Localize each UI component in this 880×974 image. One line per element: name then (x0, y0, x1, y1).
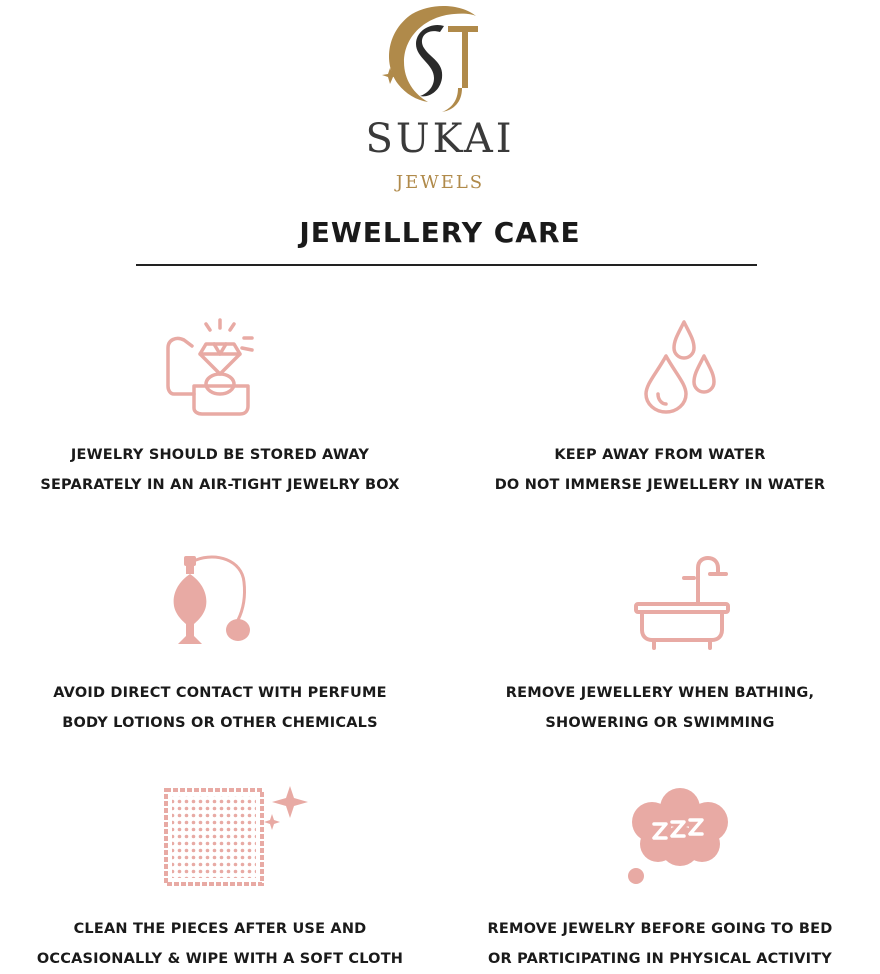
tip-line: SEPARATELY IN AN AIR-TIGHT JEWELRY BOX (40, 477, 400, 493)
tip-line: CLEAN THE PIECES AFTER USE AND (73, 921, 367, 937)
water-drops-icon (640, 318, 720, 414)
tip-line: OR PARTICIPATING IN PHYSICAL ACTIVITY (487, 951, 833, 967)
brand-logo-mark (378, 2, 500, 118)
brand-name: SUKAI (365, 116, 515, 162)
tip-line: SHOWERING OR SWIMMING (545, 715, 775, 731)
page-title: JEWELLERY CARE (299, 216, 581, 249)
tip-water-caption (440, 440, 880, 500)
tip-bedtime-caption (440, 914, 880, 974)
tip-line: JEWELRY SHOULD BE STORED AWAY (70, 447, 370, 463)
ring-box-icon (164, 316, 260, 416)
soft-cloth-sparkle-icon (162, 784, 312, 888)
tip-bathing-caption (440, 678, 880, 738)
tip-line: KEEP AWAY FROM WATER (554, 447, 766, 463)
tip-storage-caption (0, 440, 440, 500)
tip-line: DO NOT IMMERSE JEWELLERY IN WATER (494, 477, 826, 493)
bathtub-shower-icon (632, 554, 732, 652)
tip-line: AVOID DIRECT CONTACT WITH PERFUME (53, 685, 387, 701)
title-divider (136, 264, 757, 266)
tip-perfume-caption (0, 678, 440, 738)
tip-cleaning-caption (0, 914, 440, 974)
perfume-bottle-icon (166, 550, 260, 650)
tip-line: REMOVE JEWELLERY WHEN BATHING, (505, 685, 815, 701)
tip-line: BODY LOTIONS OR OTHER CHEMICALS (62, 715, 378, 731)
tip-line: REMOVE JEWELRY BEFORE GOING TO BED (487, 921, 833, 937)
brand-subname: JEWELS (395, 172, 485, 193)
tip-line: OCCASIONALLY & WIPE WITH A SOFT CLOTH (36, 951, 404, 967)
sleep-cloud-icon (624, 786, 736, 886)
